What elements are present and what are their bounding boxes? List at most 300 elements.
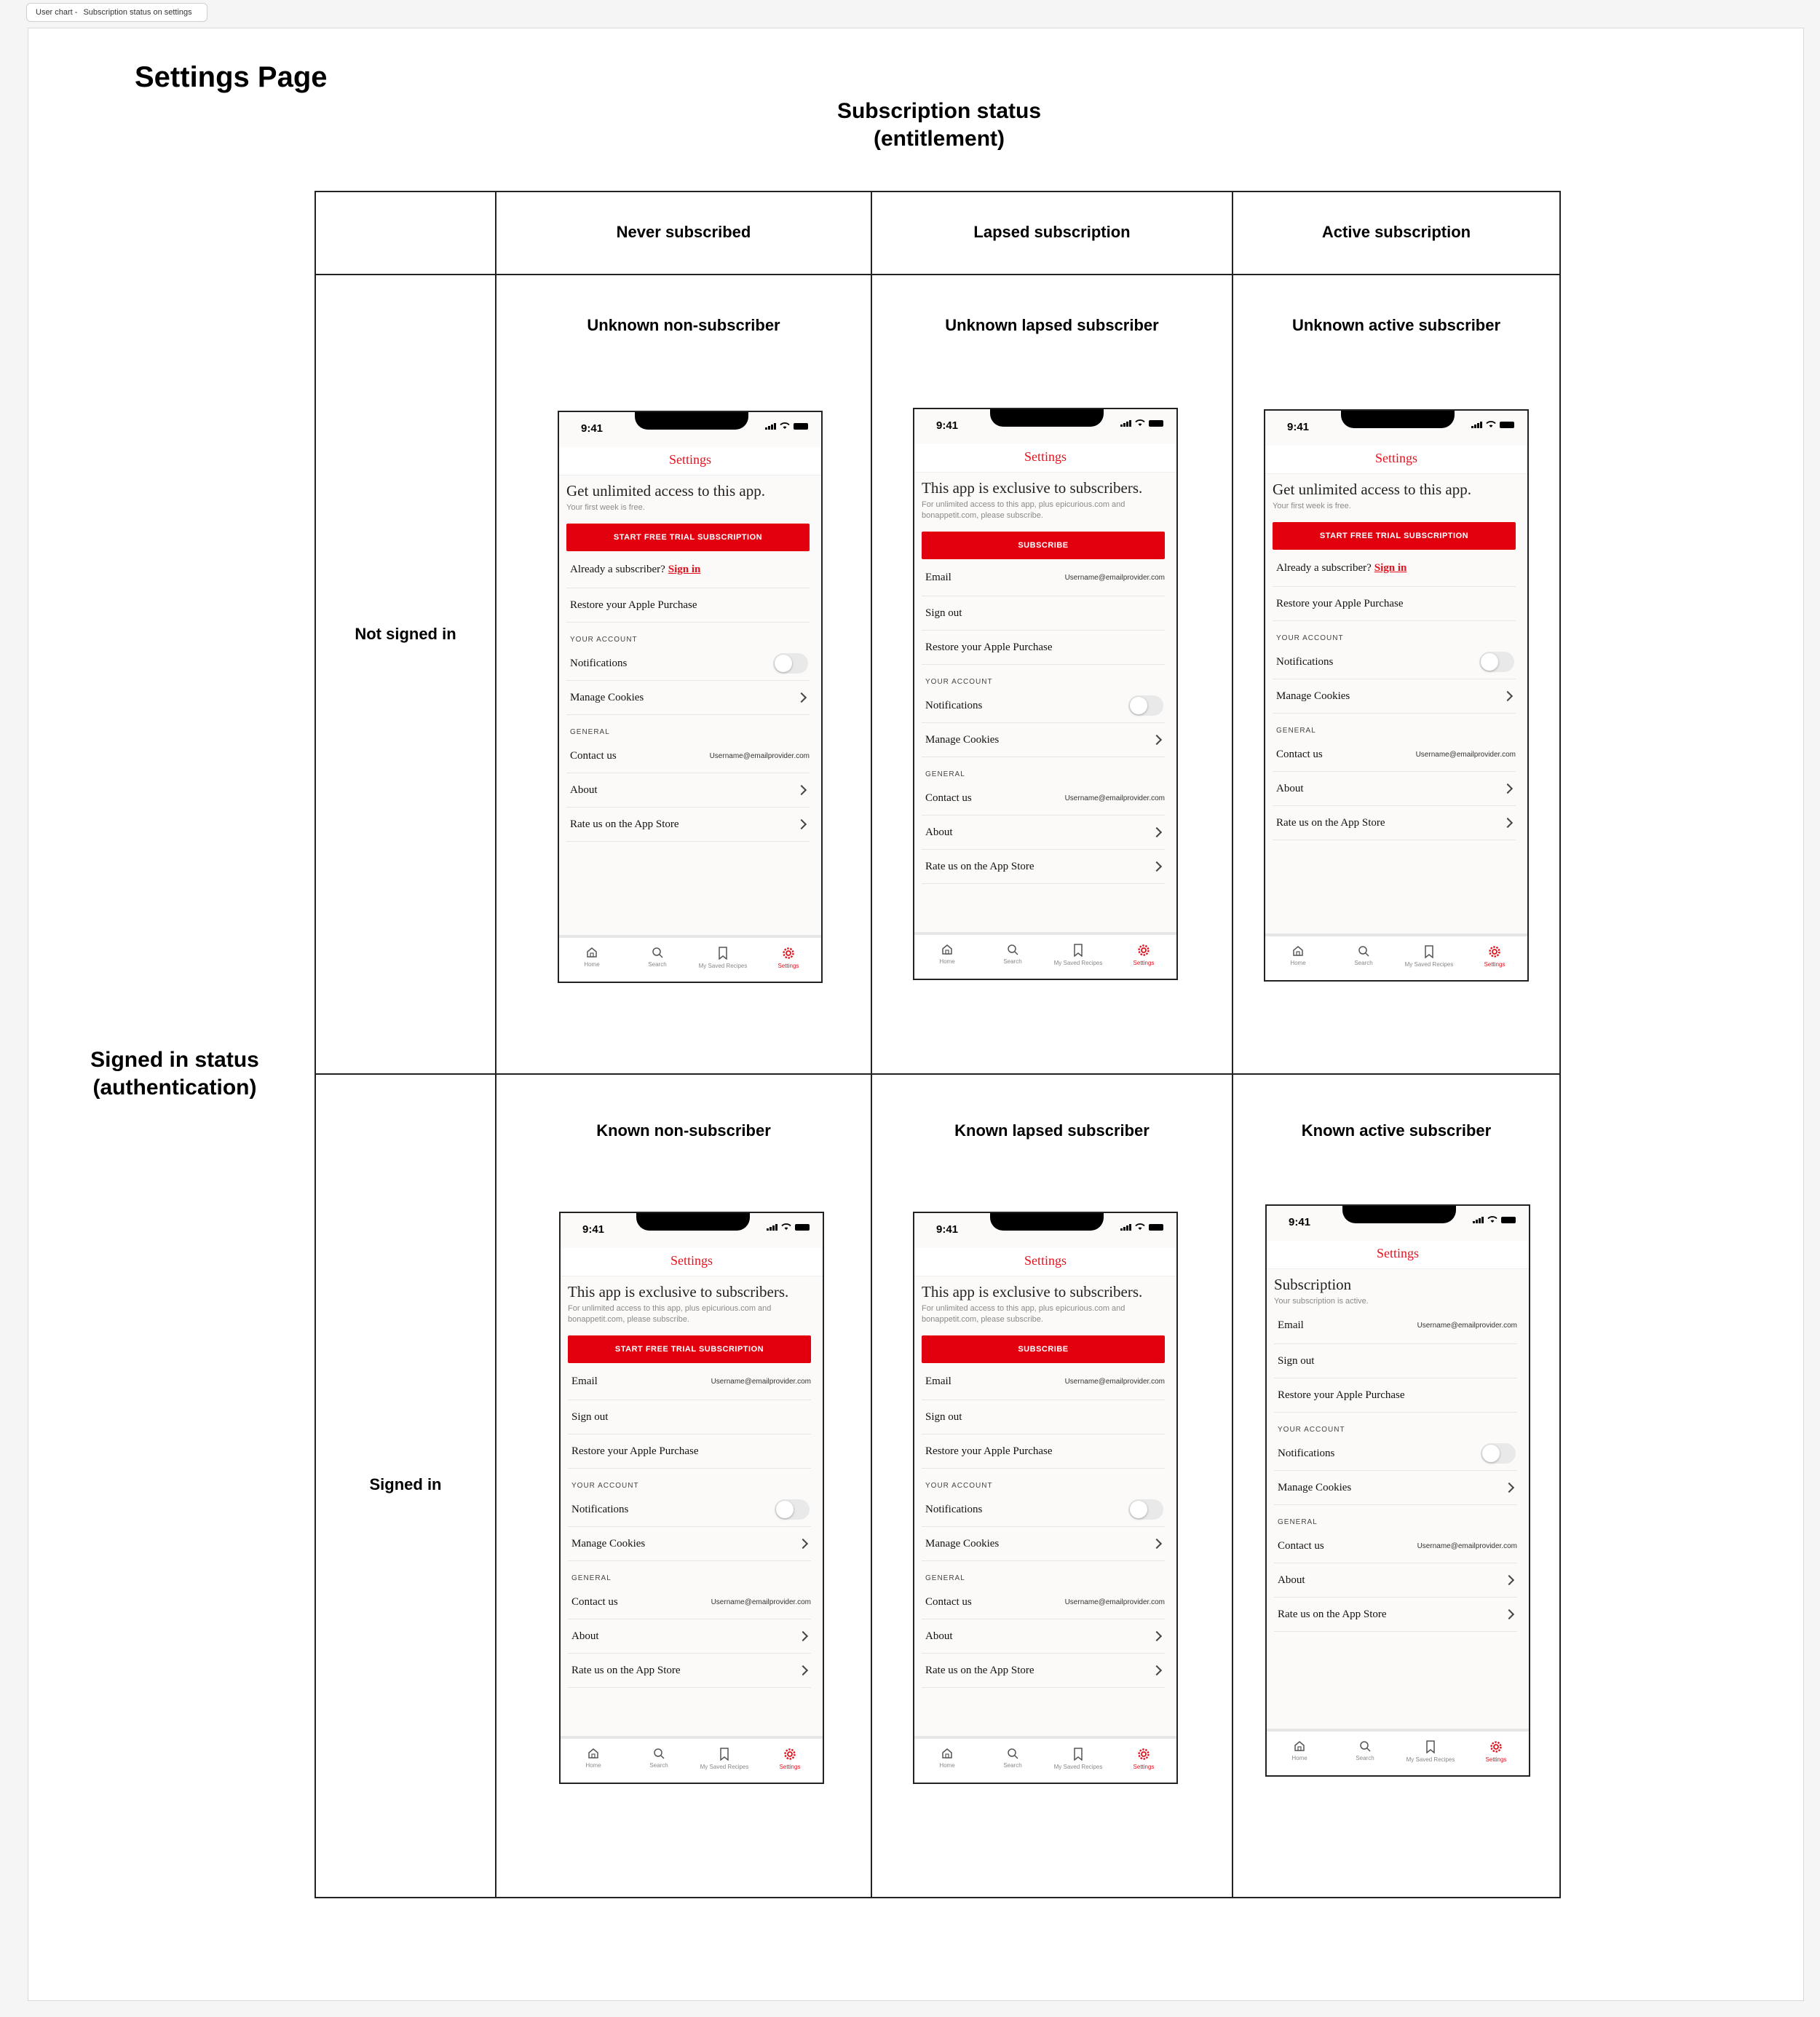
section-general: GENERAL — [925, 1574, 965, 1582]
status-time: 9:41 — [936, 419, 959, 432]
row-label: Email — [925, 571, 951, 583]
row-label: Sign out — [925, 1410, 962, 1423]
wifi-icon — [1486, 421, 1496, 428]
bookmark-icon — [1425, 1740, 1436, 1753]
manage-cookies-row[interactable] — [922, 723, 1165, 757]
battery-icon — [794, 423, 808, 430]
row-label: Restore your Apple Purchase — [925, 1445, 1053, 1457]
row-label: About — [570, 783, 598, 796]
tab-label: Search — [1003, 958, 1022, 965]
email-row[interactable] — [922, 559, 1165, 596]
tab-label: My Saved Recipes — [1404, 961, 1454, 968]
bookmark-icon — [717, 947, 729, 960]
tab-settings[interactable] — [1467, 1740, 1525, 1763]
tab-settings[interactable] — [1465, 945, 1524, 968]
tab-home[interactable] — [918, 944, 976, 965]
signal-icon — [767, 1224, 778, 1231]
notifications-toggle[interactable] — [1481, 1443, 1516, 1464]
rate-app-row[interactable] — [568, 1654, 811, 1688]
tab-label: Home — [585, 1762, 601, 1769]
tab-label: Settings — [778, 963, 799, 969]
row-label: Contact us — [570, 749, 617, 762]
home-icon — [586, 947, 598, 958]
wifi-icon — [1135, 419, 1145, 427]
row-label: Manage Cookies — [571, 1537, 646, 1550]
tab-label: Home — [1290, 960, 1306, 966]
hero-subtitle: For unlimited access to this app, plus epicurious.com and bonappetit.com, please subscribe. — [568, 1304, 772, 1324]
about-row[interactable] — [566, 773, 810, 808]
about-row[interactable] — [1274, 1563, 1517, 1598]
hero-title: This app is exclusive to subscribers. — [922, 479, 1143, 497]
notifications-toggle[interactable] — [775, 1499, 810, 1520]
tab-label: My Saved Recipes — [1053, 960, 1103, 966]
wifi-icon — [1487, 1216, 1497, 1223]
row-label: Notifications — [925, 1503, 983, 1515]
email-value: Username@emailprovider.com — [1415, 750, 1516, 759]
notifications-row[interactable] — [1274, 1437, 1517, 1471]
rate-app-row[interactable] — [1273, 806, 1516, 840]
battery-icon — [1501, 1217, 1516, 1223]
home-icon — [587, 1748, 599, 1759]
sign-out-row[interactable] — [922, 596, 1165, 631]
search-icon — [1358, 945, 1369, 957]
status-icons — [1120, 1223, 1163, 1231]
chevron-right-icon — [1152, 735, 1162, 745]
cell-title: Unknown non-subscriber — [587, 316, 780, 334]
hero-title: Subscription — [1274, 1276, 1352, 1293]
section-your-account: YOUR ACCOUNT — [1278, 1426, 1345, 1434]
row-label: Rate us on the App Store — [571, 1664, 681, 1676]
tab-saved-recipes[interactable] — [1049, 1748, 1107, 1770]
manage-cookies-row[interactable] — [568, 1527, 811, 1561]
settings-content — [922, 1283, 1165, 1688]
contact-us-row[interactable] — [922, 1585, 1165, 1619]
status-icons — [765, 422, 808, 430]
tab-bar — [914, 932, 1176, 979]
row-label: Contact us — [1278, 1539, 1324, 1552]
sign-out-row[interactable] — [568, 1400, 811, 1434]
chevron-right-icon — [796, 785, 807, 795]
tab-label: Home — [939, 958, 955, 965]
settings-content — [1274, 1276, 1517, 1632]
restore-purchase-row[interactable] — [922, 631, 1165, 665]
row-axis-title: Signed in status (authentication) — [90, 1048, 259, 1100]
tab-label: Search — [1354, 960, 1373, 966]
tab-home[interactable] — [1270, 1740, 1329, 1761]
row-label: Contact us — [1276, 748, 1323, 760]
subscribe-button[interactable]: SUBSCRIBE — [922, 532, 1165, 559]
hero-subtitle: Your subscription is active. — [1274, 1297, 1369, 1306]
search-icon — [1359, 1740, 1371, 1752]
row-label: Rate us on the App Store — [1278, 1608, 1387, 1620]
chevron-right-icon — [1152, 861, 1162, 872]
tab-label: Settings — [1133, 960, 1155, 966]
tab-saved-recipes[interactable] — [1401, 1740, 1460, 1763]
tab-home[interactable] — [563, 947, 621, 968]
tab-saved-recipes[interactable] — [1400, 945, 1458, 968]
row-label: Rate us on the App Store — [570, 818, 679, 830]
section-your-account: YOUR ACCOUNT — [925, 1482, 993, 1490]
contact-us-row[interactable] — [922, 781, 1165, 816]
subscribe-button[interactable]: START FREE TRIAL SUBSCRIPTION — [568, 1335, 811, 1363]
home-icon — [941, 944, 953, 955]
sign-in-link[interactable]: Sign in — [668, 563, 701, 575]
tab-search[interactable] — [984, 944, 1042, 965]
row-label: Restore your Apple Purchase — [1278, 1389, 1405, 1401]
battery-icon — [1500, 422, 1514, 428]
cell-title: Unknown active subscriber — [1291, 316, 1501, 334]
row-label: Notifications — [571, 1503, 629, 1515]
gear-icon — [1489, 1740, 1503, 1753]
row-label: Notifications — [570, 657, 628, 669]
restore-purchase-row[interactable] — [1274, 1378, 1517, 1413]
tab-label: My Saved Recipes — [700, 1764, 749, 1770]
about-row[interactable] — [1273, 772, 1516, 806]
home-icon — [941, 1748, 953, 1759]
contact-us-row[interactable] — [568, 1585, 811, 1619]
tab-settings[interactable] — [761, 1748, 819, 1770]
tab-bar — [914, 1736, 1176, 1783]
row-label: Notifications — [1276, 655, 1334, 668]
status-icons — [1120, 419, 1163, 427]
tab-label: Settings — [1133, 1764, 1155, 1770]
email-value: Username@emailprovider.com — [711, 1598, 811, 1606]
status-time: 9:41 — [1287, 421, 1310, 433]
status-icons — [767, 1223, 810, 1231]
sign-in-link[interactable]: Sign in — [1374, 561, 1407, 574]
chevron-right-icon — [1152, 1539, 1162, 1549]
tab-label: Home — [939, 1762, 955, 1769]
row-label: Manage Cookies — [1278, 1481, 1352, 1493]
manage-cookies-row[interactable] — [566, 681, 810, 715]
row-label: About — [571, 1630, 599, 1642]
tab-home[interactable] — [1269, 945, 1327, 966]
hero-title: Get unlimited access to this app. — [1273, 481, 1471, 498]
row-label: Restore your Apple Purchase — [571, 1445, 699, 1457]
settings-header: Settings — [1265, 446, 1527, 474]
contact-us-row[interactable] — [566, 739, 810, 773]
email-value: Username@emailprovider.com — [1417, 1542, 1517, 1550]
search-icon — [653, 1748, 665, 1759]
rate-app-row[interactable] — [922, 850, 1165, 884]
wifi-icon — [780, 422, 790, 430]
chevron-right-icon — [796, 819, 807, 829]
row-label: Email — [925, 1375, 951, 1387]
chevron-right-icon — [1503, 818, 1513, 828]
device-notch — [1342, 1204, 1456, 1223]
about-row[interactable] — [922, 816, 1165, 850]
notifications-toggle[interactable] — [1128, 1499, 1163, 1520]
device-notch — [636, 1212, 750, 1231]
about-row[interactable] — [568, 1619, 811, 1654]
hero-title: This app is exclusive to subscribers. — [568, 1283, 789, 1300]
settings-header: Settings — [559, 447, 821, 475]
tab-label: Search — [649, 1762, 668, 1769]
row-label: Rate us on the App Store — [925, 1664, 1034, 1676]
row-label: Notifications — [1278, 1447, 1335, 1459]
chevron-right-icon — [798, 1539, 808, 1549]
tab-label: My Saved Recipes — [698, 963, 748, 969]
email-value: Username@emailprovider.com — [1064, 1598, 1165, 1606]
notifications-row[interactable] — [922, 689, 1165, 723]
already-subscriber-text: Already a subscriber? — [1276, 561, 1372, 574]
section-your-account: YOUR ACCOUNT — [571, 1482, 639, 1490]
tab-settings[interactable] — [1115, 1748, 1173, 1770]
row-label: Contact us — [925, 1595, 972, 1608]
about-row[interactable] — [922, 1619, 1165, 1654]
notifications-toggle[interactable] — [773, 653, 808, 674]
bookmark-icon — [1072, 1748, 1084, 1761]
tab-settings[interactable] — [759, 947, 818, 969]
row-label: About — [925, 1630, 953, 1642]
tab-label: Search — [1003, 1762, 1022, 1769]
tab-bar — [559, 935, 821, 982]
settings-content — [568, 1283, 811, 1688]
section-your-account: YOUR ACCOUNT — [925, 678, 993, 686]
hero-title: This app is exclusive to subscribers. — [922, 1283, 1143, 1300]
device-notch — [990, 1212, 1104, 1231]
notifications-row[interactable] — [566, 647, 810, 681]
signal-icon — [765, 423, 776, 430]
notifications-toggle[interactable] — [1128, 695, 1163, 716]
email-value: Username@emailprovider.com — [1417, 1321, 1517, 1330]
status-time: 9:41 — [1289, 1216, 1311, 1228]
signal-icon — [1471, 422, 1482, 428]
email-row[interactable] — [922, 1363, 1165, 1400]
row-label: Sign out — [571, 1410, 609, 1423]
row-label: Manage Cookies — [925, 733, 1000, 746]
cell-title: Known non-subscriber — [596, 1121, 771, 1140]
settings-content — [566, 482, 810, 842]
wifi-icon — [781, 1223, 791, 1231]
gear-icon — [783, 1748, 796, 1761]
chevron-right-icon — [1504, 1575, 1514, 1585]
row-label: About — [1278, 1574, 1305, 1586]
battery-icon — [1149, 420, 1163, 427]
settings-header: Settings — [914, 444, 1176, 473]
hero-subtitle: Your first week is free. — [566, 503, 645, 512]
search-icon — [1007, 1748, 1018, 1759]
phone-unknown-non-subscriber — [558, 411, 823, 983]
settings-header: Settings — [561, 1248, 823, 1276]
hero-title: Get unlimited access to this app. — [566, 482, 765, 500]
tab-saved-recipes[interactable] — [695, 1748, 753, 1770]
phone-known-active-subscriber — [1265, 1204, 1530, 1777]
row-header: Not signed in — [355, 625, 456, 643]
bookmark-icon — [1072, 944, 1084, 957]
hero-subtitle: For unlimited access to this app, plus epicurious.com and bonappetit.com, please subscribe. — [922, 1304, 1125, 1324]
chevron-right-icon — [1504, 1609, 1514, 1619]
tab-saved-recipes[interactable] — [1049, 944, 1107, 966]
column-axis-title: Subscription status (entitlement) — [836, 99, 1042, 151]
email-value: Username@emailprovider.com — [709, 751, 810, 760]
gear-icon — [1137, 1748, 1150, 1761]
restore-purchase-row[interactable] — [922, 1434, 1165, 1469]
chevron-right-icon — [798, 1665, 808, 1675]
restore-purchase-row[interactable] — [566, 588, 810, 623]
subscribe-button[interactable]: START FREE TRIAL SUBSCRIPTION — [1273, 522, 1516, 550]
section-general: GENERAL — [571, 1574, 612, 1582]
device-notch — [1341, 409, 1455, 428]
gear-icon — [1488, 945, 1501, 958]
chevron-right-icon — [1152, 1665, 1162, 1675]
row-label: Contact us — [571, 1595, 618, 1608]
tab-label: Settings — [1484, 961, 1506, 968]
breadcrumb[interactable] — [26, 3, 207, 22]
row-label: Manage Cookies — [570, 691, 644, 703]
status-time: 9:41 — [581, 422, 604, 435]
manage-cookies-row[interactable] — [922, 1527, 1165, 1561]
section-general: GENERAL — [925, 770, 965, 778]
tab-saved-recipes[interactable] — [694, 947, 752, 969]
row-label: Sign out — [925, 607, 962, 619]
cell-title: Known lapsed subscriber — [954, 1121, 1150, 1140]
tab-label: Settings — [1485, 1756, 1507, 1763]
chevron-right-icon — [1152, 827, 1162, 837]
tab-bar — [1265, 933, 1527, 980]
tab-home[interactable] — [918, 1748, 976, 1769]
chevron-right-icon — [798, 1631, 808, 1641]
signal-icon — [1120, 1224, 1131, 1231]
search-icon — [652, 947, 663, 958]
phone-known-lapsed-subscriber — [913, 1212, 1178, 1784]
row-label: About — [925, 826, 953, 838]
sign-in-row — [566, 551, 810, 588]
email-value: Username@emailprovider.com — [1064, 573, 1165, 582]
email-value: Username@emailprovider.com — [1064, 1377, 1165, 1386]
tab-label: Settings — [779, 1764, 801, 1770]
row-label: Sign out — [1278, 1354, 1315, 1367]
home-icon — [1294, 1740, 1305, 1752]
gear-icon — [1137, 944, 1150, 957]
row-label: Email — [571, 1375, 598, 1387]
tab-search[interactable] — [628, 947, 687, 968]
subscribe-button[interactable]: START FREE TRIAL SUBSCRIPTION — [566, 524, 810, 551]
tab-search[interactable] — [630, 1748, 688, 1769]
subscribe-button[interactable]: SUBSCRIBE — [922, 1335, 1165, 1363]
hero-subtitle: Your first week is free. — [1273, 502, 1351, 510]
column-header: Active subscription — [1321, 223, 1471, 241]
restore-purchase-row[interactable] — [568, 1434, 811, 1469]
notifications-row[interactable] — [1273, 645, 1516, 679]
signal-icon — [1120, 420, 1131, 427]
settings-content — [922, 479, 1165, 884]
row-label: Manage Cookies — [925, 1537, 1000, 1550]
email-row[interactable] — [568, 1363, 811, 1400]
rate-app-row[interactable] — [922, 1654, 1165, 1688]
tab-bar — [1267, 1729, 1529, 1775]
rate-app-row[interactable] — [1274, 1598, 1517, 1632]
chevron-right-icon — [1152, 1631, 1162, 1641]
row-label: Restore your Apple Purchase — [1276, 597, 1404, 609]
notifications-row[interactable] — [568, 1493, 811, 1527]
tab-search[interactable] — [984, 1748, 1042, 1769]
device-notch — [990, 408, 1104, 427]
rate-app-row[interactable] — [566, 808, 810, 842]
chevron-right-icon — [1503, 691, 1513, 701]
chevron-right-icon — [1503, 783, 1513, 794]
sign-out-row[interactable] — [922, 1400, 1165, 1434]
manage-cookies-row[interactable] — [1273, 679, 1516, 714]
section-general: GENERAL — [1278, 1518, 1318, 1526]
tab-search[interactable] — [1336, 1740, 1394, 1761]
restore-purchase-row[interactable] — [1273, 587, 1516, 621]
notifications-row[interactable] — [922, 1493, 1165, 1527]
status-time: 9:41 — [936, 1223, 959, 1236]
row-label: Notifications — [925, 699, 983, 711]
chevron-right-icon — [796, 692, 807, 703]
settings-header: Settings — [1267, 1241, 1529, 1269]
chevron-right-icon — [1504, 1483, 1514, 1493]
row-label: Contact us — [925, 792, 972, 804]
sign-out-row[interactable] — [1274, 1344, 1517, 1378]
status-icons — [1471, 421, 1514, 428]
row-label: Manage Cookies — [1276, 690, 1350, 702]
manage-cookies-row[interactable] — [1274, 1471, 1517, 1505]
email-value: Username@emailprovider.com — [711, 1377, 811, 1386]
row-label: Restore your Apple Purchase — [925, 641, 1053, 653]
tab-label: My Saved Recipes — [1053, 1764, 1103, 1770]
section-general: GENERAL — [570, 728, 610, 736]
tab-label: My Saved Recipes — [1406, 1756, 1455, 1763]
search-icon — [1007, 944, 1018, 955]
phone-known-non-subscriber — [559, 1212, 824, 1784]
contact-us-row[interactable] — [1273, 738, 1516, 772]
section-your-account: YOUR ACCOUNT — [1276, 634, 1344, 642]
column-header: Lapsed subscription — [973, 223, 1131, 241]
row-label: Rate us on the App Store — [925, 860, 1034, 872]
tab-search[interactable] — [1334, 945, 1393, 966]
signal-icon — [1473, 1217, 1484, 1223]
already-subscriber-text: Already a subscriber? — [570, 563, 665, 575]
column-header: Never subscribed — [616, 223, 751, 241]
row-label: About — [1276, 782, 1304, 794]
tab-label: Home — [584, 961, 600, 968]
settings-header: Settings — [914, 1248, 1176, 1276]
row-label: Email — [1278, 1319, 1304, 1331]
notifications-toggle[interactable] — [1479, 652, 1514, 672]
bookmark-icon — [719, 1748, 730, 1761]
status-time: 9:41 — [582, 1223, 605, 1236]
row-label: Restore your Apple Purchase — [570, 599, 697, 611]
section-your-account: YOUR ACCOUNT — [570, 636, 638, 644]
page-title: Settings Page — [135, 61, 328, 93]
status-icons — [1473, 1216, 1516, 1223]
tab-settings[interactable] — [1115, 944, 1173, 966]
tab-label: Search — [648, 961, 667, 968]
tab-home[interactable] — [564, 1748, 622, 1769]
contact-us-row[interactable] — [1274, 1529, 1517, 1563]
cell-title: Known active subscriber — [1301, 1121, 1492, 1140]
settings-content — [1273, 481, 1516, 840]
battery-icon — [1149, 1224, 1163, 1231]
bookmark-icon — [1423, 945, 1435, 958]
wifi-icon — [1135, 1223, 1145, 1231]
device-notch — [635, 411, 748, 430]
email-row[interactable] — [1274, 1307, 1517, 1344]
breadcrumb-part: User chart - — [36, 8, 78, 17]
section-general: GENERAL — [1276, 727, 1316, 735]
row-label: Rate us on the App Store — [1276, 816, 1385, 829]
tab-bar — [561, 1736, 823, 1783]
hero-subtitle: For unlimited access to this app, plus epicurious.com and bonappetit.com, please subscribe. — [922, 500, 1125, 520]
phone-unknown-active-subscriber — [1264, 409, 1529, 982]
battery-icon — [795, 1224, 810, 1231]
sign-in-row — [1273, 550, 1516, 587]
cell-title: Unknown lapsed subscriber — [945, 316, 1159, 334]
gear-icon — [782, 947, 795, 960]
phone-unknown-lapsed-subscriber — [913, 408, 1178, 980]
